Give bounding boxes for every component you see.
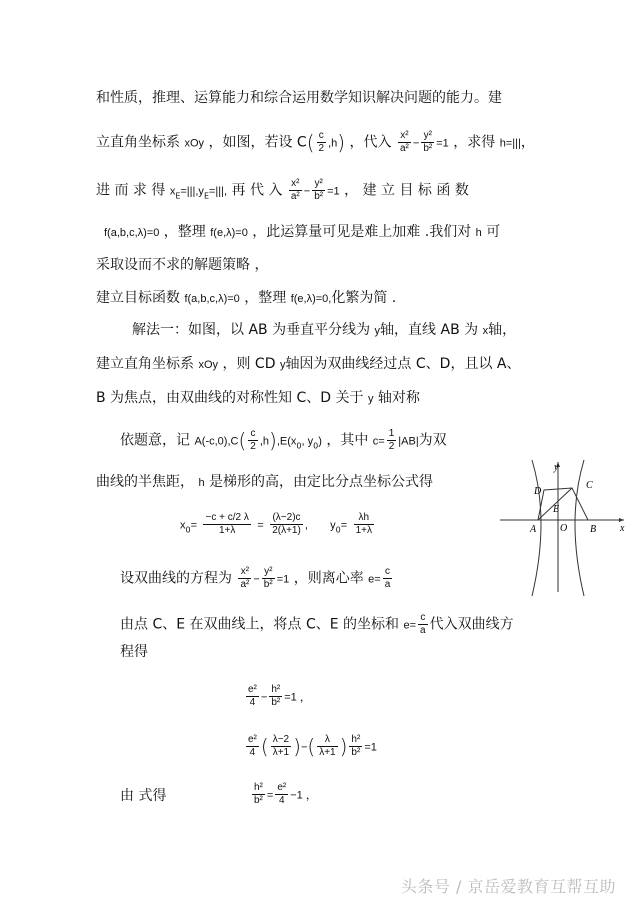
text: 曲线的半焦距， — [96, 474, 194, 490]
subscript: 0 — [335, 525, 341, 535]
math: = — [190, 519, 198, 532]
text: 由点 C、E 在双曲线上，将点 C、E 的坐标和 — [120, 616, 400, 633]
text-line-7 — [132, 320, 516, 341]
text: ，求得 — [453, 134, 496, 151]
fraction: $\frac{\text{h²}}{\text{b²}}$ — [271, 684, 281, 708]
formula-eq1 — [244, 684, 311, 709]
text: 由 式得 — [120, 788, 167, 804]
label-B: B — [590, 524, 597, 535]
subscript: 0 — [296, 441, 302, 451]
text-line-14 — [120, 612, 514, 637]
math: =|||,y — [180, 185, 204, 198]
text: ，则 CD — [222, 356, 276, 372]
subscript: 0 — [185, 525, 191, 535]
math: , y — [301, 435, 314, 448]
text: ， — [520, 134, 535, 151]
x-axis-arrow — [619, 518, 624, 522]
text-line-15 — [120, 642, 148, 662]
trapezoid-ABCD — [538, 488, 588, 520]
math: xOy — [184, 137, 205, 150]
fraction: $\frac{\text{y²}}{\text{b²}}$ — [263, 566, 273, 590]
math: ,h — [259, 435, 270, 448]
text-line-2: 立直角坐标系 xOy ，如图，若设 C( $\frac{c}{2}$ ,h) ，代入 $\frac{\text{x²}}{\text{a²}}$ − $\frac{\text{y²}}{\text{b²}}$ =1 ，求得 h=|||， — [96, 130, 535, 155]
text: 解法一：如图，以 AB 为垂直平分线为 — [132, 322, 371, 338]
text: B 为焦点，由双曲线的对称性知 C、D 关于 — [96, 390, 364, 406]
fraction: $\frac{\text{h²}}{\text{b²}}$ — [254, 782, 263, 806]
math: A(-c,0) — [194, 435, 228, 448]
text-line-3: 进 而 求 得 $x_E=|||,y_E=|||$, 再 代 入 $\frac{\text{x²}}{\text{a²}}$ − $\frac{\text{y²}}{\text{b²}}$ =1 ， 建 立 目 标 函 数 — [96, 178, 469, 202]
text: 为双 — [418, 432, 447, 449]
math: f(a,b,c,λ)=0 — [184, 293, 240, 305]
math: xOy — [198, 359, 219, 371]
label-O: O — [560, 523, 568, 534]
label-A: A — [530, 524, 537, 535]
fraction: $\frac{\lambda}{\lambda+1}$ — [319, 734, 336, 758]
math: h — [475, 227, 482, 239]
text: 再 代 入 — [231, 182, 283, 199]
text-line-9 — [96, 388, 420, 409]
text-line-13: 设双曲线的方程为 $\frac{\text{x²}}{\text{a²}}$ − $\frac{\text{y²}}{\text{b²}}$ =1 ，则离心率 e= $\frac{c}{a}$ — [120, 566, 391, 590]
text: ，整理 — [244, 290, 287, 306]
watermark-text: 头条号 / 京岳爱教育互帮互助 — [400, 877, 616, 896]
fraction: $\frac{\text{x²}}{\text{a²}}$ — [240, 566, 250, 590]
text: 轴，直线 AB 为 — [380, 322, 479, 338]
fraction: $\frac{\text{e²}}{4}$ — [248, 734, 257, 758]
math: =1 — [436, 137, 449, 150]
math: y — [330, 519, 336, 532]
text-line-8 — [96, 354, 520, 375]
fraction: $\frac{\text{x²}}{\text{a²}}$ — [290, 178, 300, 202]
fraction: $\frac{\lambda-2}{\lambda+1}$ — [272, 734, 290, 758]
fraction: $\frac{\lambda h}{1+\lambda}$ — [355, 512, 373, 536]
math: = — [266, 789, 274, 802]
math: e= — [403, 619, 417, 632]
text: 立直角坐标系 — [96, 134, 180, 151]
math: x — [180, 519, 186, 532]
math: ,C — [227, 435, 239, 448]
math: f(a,b,c,λ)=0 — [104, 227, 160, 239]
label-E: E — [553, 504, 560, 515]
text-line-11 — [96, 472, 433, 493]
text: 代入双曲线方 — [429, 616, 514, 633]
math: ,h — [328, 137, 338, 150]
math: =1 ， — [284, 691, 311, 704]
formula-eq2: $\frac{\text{e²}}{4}$ ( $\frac{\lambda-2}{\lambda+1}$ )−( $\frac{\lambda}{\lambda+1}$ ) $\frac{\text{h²}}{\text{b²}}$ =1 — [248, 734, 377, 759]
fraction: $\frac{c}{a}$ — [384, 566, 391, 590]
math: c= — [372, 435, 385, 448]
fraction: $\frac{\text{y²}}{\text{b²}}$ — [423, 130, 433, 154]
text: 设双曲线的方程为 — [120, 570, 232, 587]
formula-x0-y0 — [180, 512, 376, 540]
hyperbola-figure — [492, 458, 632, 598]
subscript: E — [203, 191, 209, 201]
math: x — [169, 185, 176, 198]
text: 依题意，记 — [120, 432, 190, 449]
math: = — [257, 519, 264, 532]
text: 化繁为简 . — [331, 290, 397, 306]
math: − — [300, 741, 308, 754]
paragraph-text: 采取设而不求的解题策略 ， — [96, 257, 269, 273]
math-letter: C — [296, 134, 307, 151]
fraction: $\frac{c}{a}$ — [420, 612, 426, 636]
fraction: $\frac{\text{h²}}{\text{b²}}$ — [351, 734, 361, 758]
math: =1 — [364, 741, 377, 754]
math: − — [260, 691, 268, 704]
text-line-6 — [96, 288, 396, 309]
hyperbola-right-branch — [575, 460, 584, 596]
math: h=||| — [499, 137, 521, 150]
math: f(e,λ)=0, — [290, 293, 332, 305]
subscript: E — [175, 191, 181, 201]
text: 进 而 求 得 — [96, 182, 166, 199]
text-line-10: 依题意，记 A(-c,0),C( $\frac{c}{2}$ $,h),E(x_0$, $y_0$) ，其中 c= $\frac{1}{2}$ |AB|为双 — [120, 428, 447, 453]
text: ， 建 立 目 标 函 数 — [344, 182, 469, 199]
text: 可 — [486, 224, 501, 240]
math: y — [279, 359, 286, 371]
math: y — [367, 393, 374, 405]
fraction: $\frac{c}{2}$ — [250, 428, 256, 452]
fraction: $\frac{c}{2}$ — [318, 130, 325, 154]
fraction: $\frac{(\lambda-2)c}{2(\lambda+1)}$ — [272, 512, 301, 536]
text: ，如图，若设 — [208, 134, 293, 151]
math: x — [482, 325, 489, 337]
formula-eq3 — [250, 782, 317, 807]
text: 轴， — [488, 322, 517, 338]
math: = — [340, 519, 348, 532]
fraction: $\frac{1}{2}$ — [388, 428, 395, 452]
text: ，整理 — [163, 224, 206, 240]
text: 建立目标函数 — [96, 290, 180, 306]
math: h — [198, 477, 205, 489]
math: y — [374, 325, 381, 337]
text-line-1 — [96, 88, 502, 108]
math: ) — [318, 435, 322, 448]
math: , — [304, 519, 308, 532]
math: f(e,λ)=0 — [210, 227, 248, 239]
text: ，此运算量可见是难上加难 .我们对 — [252, 224, 472, 240]
label-x: x — [620, 523, 625, 534]
math: =1 — [276, 573, 290, 586]
text: 程得 — [120, 644, 148, 660]
text: 轴对称 — [377, 390, 420, 406]
text: 轴因为双曲线经过点 C、D，且以 A、 — [285, 356, 521, 372]
text: ，其中 — [326, 432, 369, 449]
math: =|||, — [209, 185, 228, 198]
math: e= — [368, 573, 381, 586]
fraction: $\frac{\text{e²}}{4}$ — [277, 782, 287, 806]
label-y: y — [554, 462, 559, 473]
math: =1 — [327, 185, 340, 198]
text: ，则离心率 — [293, 570, 364, 587]
subscript: 0 — [313, 441, 319, 451]
text-line-4 — [104, 222, 500, 243]
text: 建立直角坐标系 — [96, 356, 194, 372]
label-C: C — [586, 480, 593, 491]
paragraph-text: 和性质，推理、运算能力和综合运用数学知识解决问题的能力。建 — [96, 90, 502, 106]
text-line-5 — [96, 255, 268, 275]
text-line-18 — [120, 786, 166, 806]
fraction: $\frac{\text{y²}}{\text{b²}}$ — [314, 178, 324, 202]
text: ，代入 — [349, 134, 392, 151]
fraction: $\frac{\text{e²}}{4}$ — [248, 684, 257, 708]
math: −1 ， — [290, 789, 317, 802]
math: ,E(x — [276, 435, 297, 448]
math: |AB| — [398, 435, 419, 448]
text: 是梯形的高，由定比分点坐标公式得 — [209, 474, 434, 490]
fraction: $\frac{-c + c/2 \lambda}{1+\lambda}$ — [205, 512, 249, 536]
label-D: D — [534, 486, 542, 497]
fraction: $\frac{\text{x²}}{\text{a²}}$ — [399, 130, 409, 154]
